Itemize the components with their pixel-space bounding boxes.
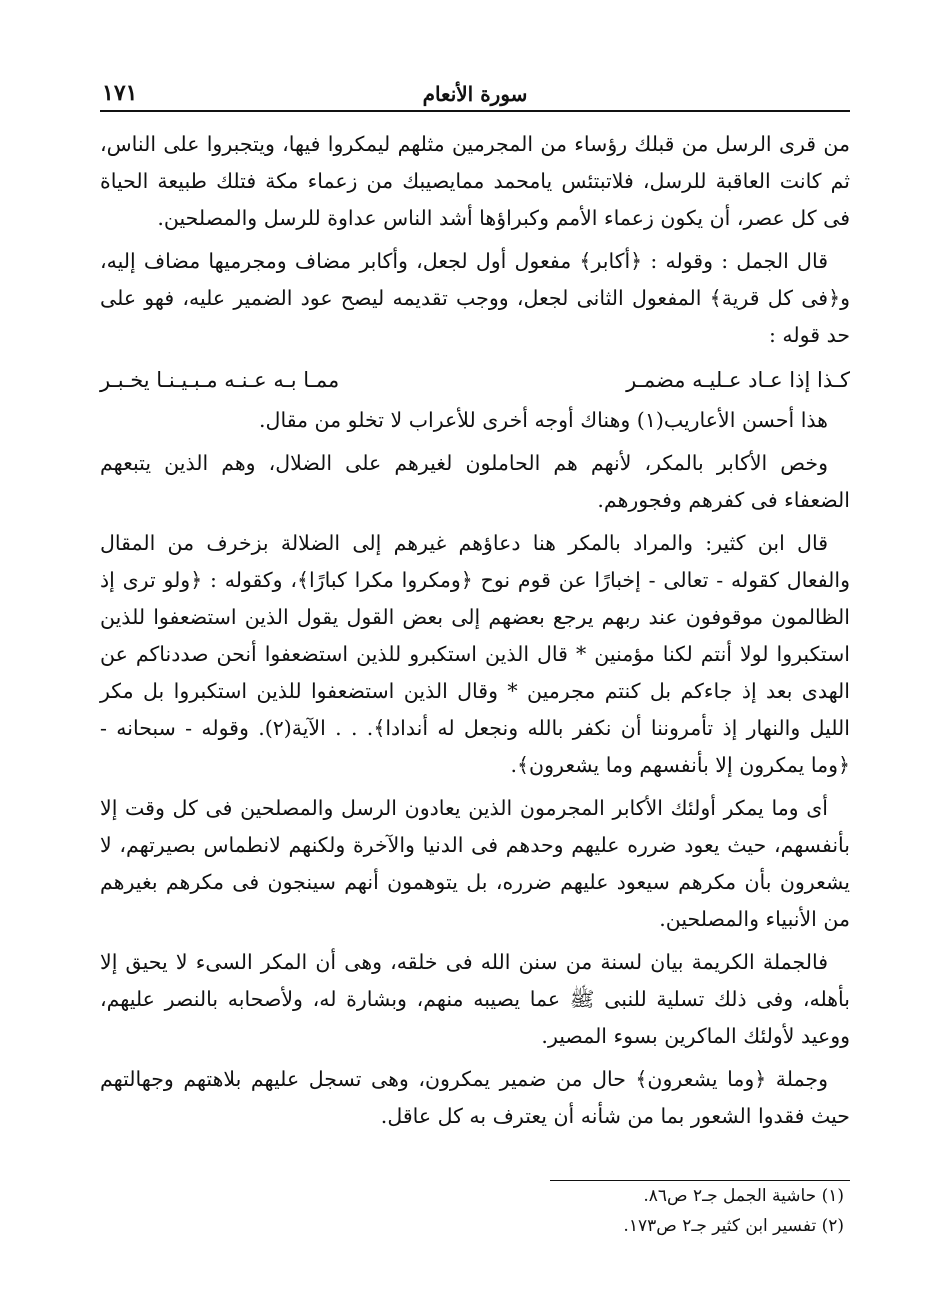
paragraph-1: من قرى الرسل من قبلك رؤساء من المجرمين مثلهم ليمكروا فيها، ويتجبروا على الناس، ثم كانت العاقبة للرسل، فلاتبتئس يامحمد ممايصيبك من زعماء مكة فتلك طبيعة الحياة فى كل عصر، أن يكون زعماء الأمم وكبراؤها أشد الناس عداوة للرسل والمصلحين.	[100, 132, 850, 230]
verse-second-half: ممـا بـه عـنـه مـبـيـنـا يخـبـر	[100, 368, 340, 392]
surah-title: سورة الأنعام	[422, 82, 528, 106]
page-body	[100, 126, 850, 1135]
poetry-verse	[100, 360, 850, 400]
paragraph-6: أى وما يمكر أولئك الأكابر المجرمون الذين يعادون الرسل والمصلحين فى كل وقت إلا بأنفسهم، حيث يعود ضرره عليهم وحدهم فى الدنيا والآخرة ولكنهم لانطماس بصيرتهم، لا يشعرون بأن مكرهم سيعود عليهم ضرره، بل يتوهمون أنهم سينجون فى مكرهم بغيرهم من الأنبياء والمصلحين.	[100, 796, 850, 931]
page-number: ١٧١	[102, 80, 138, 106]
paragraph-5: قال ابن كثير: والمراد بالمكر هنا دعاؤهم غيرهم إلى الضلالة بزخرف من المقال والفعال كقوله - تعالى - إخبارًا عن قوم نوح ﴿ومكروا مكرا كبارًا﴾، وكقوله : ﴿ولو ترى إذ الظالمون موقوفون عند ربهم يرجع بعضهم إلى بعض القول يقول الذين استضعفوا للذين استكبروا لولا أنتم لكنا مؤمنين * قال الذين استكبرو للذين استضعفوا أنحن صددناكم عن الهدى بعد إذ جاءكم بل كنتم مجرمين * وقال الذين استضعفوا للذين استكبروا بل مكر الليل والنهار إذ تأمروننا أن نكفر بالله ونجعل له أندادا﴾. . . الآية(٢). وقوله - سبحانه - ﴿وما يمكرون إلا بأنفسهم وما يشعرون﴾.	[100, 531, 850, 777]
footnote-2: (٢) تفسير ابن كثير جـ٢ ص١٧٣.	[623, 1216, 844, 1236]
paragraph-3: هذا أحسن الأعاريب(١) وهناك أوجه أخرى للأعراب لا تخلو من مقال.	[259, 408, 828, 432]
footnote-1: (١) حاشية الجمل جـ٢ ص٨٦.	[643, 1186, 844, 1206]
paragraph-2: قال الجمل : وقوله : ﴿أكابر﴾ مفعول أول لجعل، وأكابر مضاف ومجرميها مضاف إليه، و﴿فى كل قرية﴾ المفعول الثانى لجعل، ووجب تقديمه ليصح عود الضمير عليه، فهو على حد قوله :	[100, 249, 850, 347]
footnotes	[100, 1180, 850, 1241]
page-header	[100, 70, 850, 112]
paragraph-8: وجملة ﴿وما يشعرون﴾ حال من ضمير يمكرون، وهى تسجل عليهم بلاهتهم وجهالتهم حيث فقدوا الشعور بما من شأنه أن يعترف به كل عاقل.	[100, 1067, 850, 1128]
paragraph-4: وخص الأكابر بالمكر، لأنهم هم الحاملون لغيرهم على الضلال، وهم الذين يتبعهم الضعفاء فى كفرهم وفجورهم.	[100, 451, 850, 512]
paragraph-7: فالجملة الكريمة بيان لسنة من سنن الله فى خلقه، وهى أن المكر السىء لا يحيق إلا بأهله، وفى ذلك تسلية للنبى ﷺ عما يصيبه منهم، وبشارة له، ولأصحابه بالنصر عليهم، ووعيد لأولئك الماكرين بسوء المصير.	[100, 950, 850, 1048]
verse-first-half: كـذا إذا عـاد عـليـه مضمـر	[626, 368, 850, 392]
page	[100, 70, 850, 1141]
